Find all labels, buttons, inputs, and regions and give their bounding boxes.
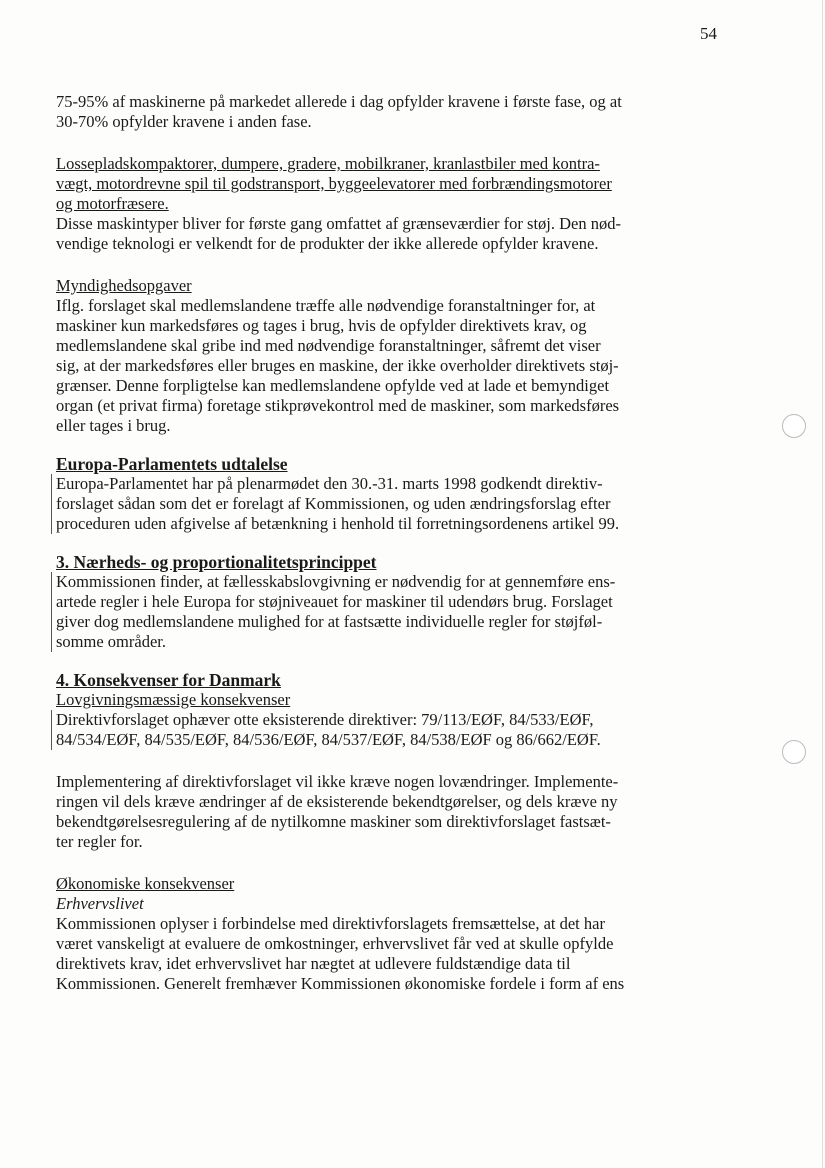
section3-heading: 3. Nærheds- og proportionalitetsprincippet	[56, 552, 377, 572]
text-line: været vanskeligt at evaluere de omkostninger, erhvervslivet får ved at skulle opfylde	[56, 934, 614, 953]
section3-paragraph	[51, 572, 726, 652]
text-line: grænser. Denne forpligtelse kan medlemslandene opfylde ved at lade et bemyndiget	[56, 376, 610, 395]
document-body	[56, 92, 726, 994]
text-line: Kommissionen oplyser i forbindelse med direktivforslagets fremsættelse, at det har	[56, 914, 605, 933]
text-line: Lossepladskompaktorer, dumpere, gradere, mobilkraner, kranlastbiler med kontra-	[56, 154, 600, 173]
text-line: somme områder.	[56, 632, 166, 651]
machine-heading	[56, 154, 726, 214]
text-line: giver dog medlemslandene mulighed for at fastsætte individuelle regler for støjføl-	[56, 612, 603, 631]
text-line: ter regler for.	[56, 832, 143, 851]
economic-paragraph	[56, 914, 726, 994]
text-line: artede regler i hele Europa for støjniveauet for maskiner til udendørs brug. Forslaget	[56, 592, 613, 611]
text-line: 84/534/EØF, 84/535/EØF, 84/536/EØF, 84/537/EØF, 84/538/EØF og 86/662/EØF.	[56, 730, 601, 749]
text-line: ringen vil dels kræve ændringer af de eksisterende bekendtgørelser, og dels kræve ny	[56, 792, 618, 811]
text-line: Disse maskintyper bliver for første gang omfattet af grænseværdier for støj. Den nød-	[56, 214, 621, 233]
text-line: 30-70% opfylder kravene i anden fase.	[56, 112, 312, 131]
text-line: proceduren uden afgivelse af betænkning i henhold til forretningsordenens artikel 99.	[56, 514, 620, 533]
section4-heading: 4. Konsekvenser for Danmark	[56, 670, 281, 690]
text-line: sig, at der markedsføres eller bruges en maskine, der ikke overholder direktivets støj-	[56, 356, 619, 375]
intro-paragraph	[56, 92, 726, 132]
text-line: eller tages i brug.	[56, 416, 171, 435]
authority-paragraph	[56, 296, 726, 436]
text-line: Europa-Parlamentet har på plenarmødet den 30.-31. marts 1998 godkendt direktiv-	[56, 474, 603, 493]
legal-paragraph	[51, 710, 726, 750]
authority-heading: Myndighedsopgaver	[56, 276, 192, 295]
text-line: Iflg. forslaget skal medlemslandene træffe alle nødvendige foranstaltninger for, at	[56, 296, 596, 315]
text-line: organ (et privat firma) foretage stikprøvekontrol med de maskiner, som markedsføres	[56, 396, 620, 415]
economic-subheading: Erhvervslivet	[56, 894, 144, 913]
parliament-heading: Europa-Parlamentets udtalelse	[56, 454, 288, 474]
text-line: bekendtgørelsesregulering af de nytilkomne maskiner som direktivforslaget fastsæt-	[56, 812, 611, 831]
text-line: forslaget sådan som det er forelagt af Kommissionen, og uden ændringsforslag efter	[56, 494, 611, 513]
punch-hole	[782, 414, 806, 438]
punch-hole	[782, 740, 806, 764]
implementation-paragraph	[56, 772, 726, 852]
text-line: Kommissionen. Generelt fremhæver Kommissionen økonomiske fordele i form af ens	[56, 974, 625, 993]
text-line: Direktivforslaget ophæver otte eksisterende direktiver: 79/113/EØF, 84/533/EØF,	[56, 710, 594, 729]
text-line: medlemslandene skal gribe ind med nødvendige foranstaltninger, såfremt det viser	[56, 336, 601, 355]
text-line: direktivets krav, idet erhvervslivet har nægtet at udlevere fuldstændige data til	[56, 954, 571, 973]
page-edge	[822, 0, 823, 1168]
text-line: og motorfræsere.	[56, 194, 169, 213]
text-line: Kommissionen finder, at fællesskabslovgivning er nødvendig for at gennemføre ens-	[56, 572, 616, 591]
parliament-paragraph	[51, 474, 726, 534]
text-line: Implementering af direktivforslaget vil ikke kræve nogen lovændringer. Implemente-	[56, 772, 619, 791]
legal-heading: Lovgivningsmæssige konsekvenser	[56, 690, 291, 709]
economic-heading: Økonomiske konsekvenser	[56, 874, 235, 893]
text-line: 75-95% af maskinerne på markedet allerede i dag opfylder kravene i første fase, og at	[56, 92, 622, 111]
machine-paragraph	[56, 214, 726, 254]
text-line: vendige teknologi er velkendt for de produkter der ikke allerede opfylder kravene.	[56, 234, 599, 253]
page-number: 54	[700, 24, 717, 43]
text-line: vægt, motordrevne spil til godstransport, byggeelevatorer med forbrændingsmotorer	[56, 174, 612, 193]
text-line: maskiner kun markedsføres og tages i brug, hvis de opfylder direktivets krav, og	[56, 316, 587, 335]
